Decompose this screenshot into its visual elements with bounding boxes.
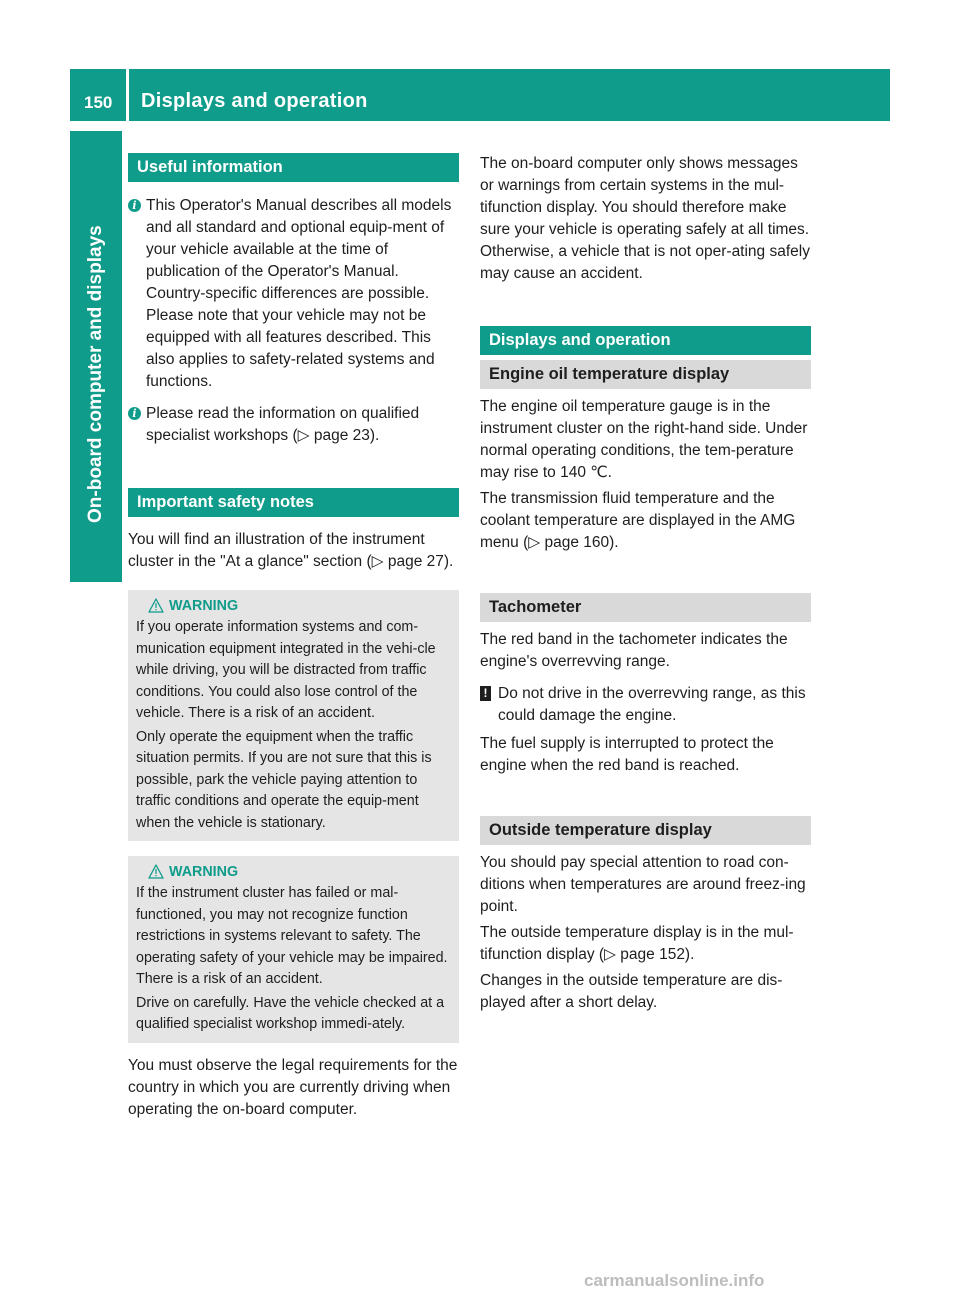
warning-box (128, 856, 459, 1043)
header-divider (126, 69, 129, 121)
section-title: Displays and operation (141, 90, 368, 112)
legal-note: You must observe the legal requirements for the country in which you are currently driving when operating the on-board computer. (128, 1056, 458, 1118)
warning-text: Only operate the equipment when the traffic situation permits. If you are not sure that this is possible, park the vehicle paying attention to traffic conditions and operate the equip-ment when the vehicle is stationary. (136, 728, 432, 831)
chapter-tab-label: On-board computer and displays (85, 225, 106, 523)
info-note-text: This Operator's Manual describes all models and all standard and optional equip-ment of your vehicle available at the time of publication of the Operator's Manual. Country-specific differences are possible. Please note that your vehicle may not be equipped with all features described. This also applies to safety-related systems and functions. (146, 197, 452, 390)
useful-info-heading: Useful information (128, 153, 459, 182)
warning-text: If the instrument cluster has failed or mal-functioned, you may not recognize function restrictions in systems relevant to safety. The operating safety of your vehicle may be impaired. There is a risk of an accident. (136, 885, 448, 987)
warning-title: WARNING (169, 864, 239, 880)
exclamation-icon: ! (480, 686, 491, 701)
tachometer-text: The fuel supply is interrupted to protect the engine when the red band is reached. (480, 735, 774, 774)
info-icon: i (128, 199, 141, 212)
safety-heading: Important safety notes (128, 488, 459, 517)
warning-box (128, 590, 459, 841)
page-number: 150 (84, 93, 113, 112)
watermark: carmanualsonline.info (584, 1271, 765, 1290)
info-icon: i (128, 407, 141, 420)
caution-note (480, 683, 811, 727)
oil-temp-text: The engine oil temperature gauge is in the instrument cluster on the right-hand side. Under normal operating conditions, the tem-perature may rise to 140 ℃. (480, 398, 808, 481)
warning-text: If you operate information systems and com-munication equipment integrated in the vehi-cle while driving, you will be distracted from traffic conditions. You could also lose control of the vehicle. There is a risk of an accident. (136, 619, 436, 721)
oil-temp-text: The transmission fluid temperature and the coolant temperature are displayed in the AMG menu (▷ page 160). (480, 490, 796, 551)
safety-intro: You will find an illustration of the instrument cluster in the "At a glance" section (▷ page 27). (128, 531, 454, 570)
onboard-intro: The on-board computer only shows messages or warnings from certain systems in the mul-tifunction display. You should therefore make sure your vehicle is operating safely at all times. Otherwise, a vehicle that is not oper-ating safely may cause an accident. (480, 155, 810, 282)
oil-temp-heading: Engine oil temperature display (480, 360, 811, 389)
warning-triangle-icon (148, 864, 164, 879)
warning-title: WARNING (169, 598, 239, 614)
info-note-text: Please read the information on qualified specialist workshops (▷ page 23). (146, 405, 420, 444)
page-header (70, 69, 890, 121)
outside-temp-text: You should pay special attention to road con-ditions when temperatures are around freez-ing point. (480, 854, 806, 915)
right-column (480, 153, 811, 1014)
left-column (128, 153, 459, 1121)
tachometer-text: The red band in the tachometer indicates the engine's overrevving range. (480, 631, 788, 670)
info-note (128, 195, 459, 393)
tachometer-heading: Tachometer (480, 593, 811, 622)
warning-triangle-icon (148, 598, 164, 613)
chapter-tab[interactable] (70, 131, 122, 526)
outside-temp-text: Changes in the outside temperature are dis-played after a short delay. (480, 972, 783, 1011)
outside-temp-heading: Outside temperature display (480, 816, 811, 845)
warning-text: Drive on carefully. Have the vehicle checked at a qualified specialist workshop immedi-ately. (136, 994, 445, 1032)
displays-heading: Displays and operation (480, 326, 811, 355)
outside-temp-text: The outside temperature display is in the mul-tifunction display (▷ page 152). (480, 924, 794, 963)
info-note (128, 403, 459, 447)
chapter-tab-marker (70, 526, 122, 582)
caution-note-text: Do not drive in the overrevving range, as this could damage the engine. (498, 685, 806, 724)
